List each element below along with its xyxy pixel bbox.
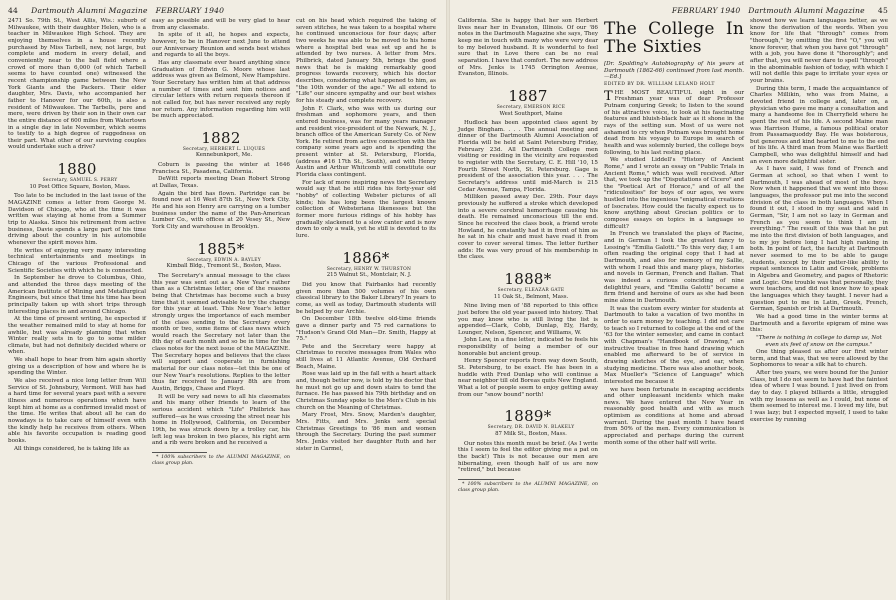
paragraph: All things considered, he is taking life as [14, 445, 130, 452]
paragraph: He writes of enjoying very many interesting technical entertainments and meetings in Chicago of the various Professional and Scientific Societies with which he is connected. [8, 247, 146, 274]
paragraph: Did you know that Fairbanks had recently given more than 500 volumes of his own classical library to the Baker Library? In years to come, as well as today, Dartmouth students will be helped by our Archie. [296, 281, 436, 315]
right-page [448, 0, 896, 600]
paragraph: Rose was laid up in the fall with a heart attack and, though better now, is told by his doctor that he must not go up and down stairs to tend the furnace. He has passed his 79th birthday and on Christmas Sunday spoke to the Men's Club in his church on the Meaning of Christmas. [296, 371, 436, 411]
paragraph: It was the custom every winter for students at Dartmouth to take a vacation of two months in order to earn money by teaching. I did not care to teach so I returned to college at the end of the '63 for the winter semester, and came in contact with Chapman's "Handbook of Drawing," an instructive treatise in free hand drawing which enabled me afterward to be of service in drawing sketches of the eye, and ear, when studying medicine. There was also another book, Max Mueller's "Science of Language" which interested me because it [604, 305, 744, 385]
secretary-address: West Southport, Maine [499, 110, 563, 117]
drop-cap: T [604, 88, 613, 104]
class-year-heading: 1882 [201, 128, 241, 147]
paragraph: On December 18th twelve old-time friends gave a dinner party and 75 red carnations to "Hudson's Grand Old Man—Dr. Smith, Happy at 75." [296, 316, 436, 343]
paragraph: 2471 So. 79th St., West Allis, Wis.: suburb of Milwaukee, with their daughter Helen, who is a teacher in Milwaukee High School. They are enjoying themselves in a house recently purchased by Miss Tarbell, new, not large, but complete and modern in every detail, and conveniently near to the ball field where a crowd of more than 6,000 (of which Tarbell seems to have counted one) witnessed the recent championship game between the New York Giants and the Packers. Their elder daughter, Mrs. Davis, who accompanied her father to Hanover for our 60th, is also a resident of Milwaukee. The Tarbells, pere and mere, were driven by their son in their own car the entire distance of 600 miles from Watertown in a single day in late November, which seems to testify to a high degree of ruggedness on their part. What other of our surviving couples would undertake such a drive? [8, 18, 146, 151]
class-secretary: Secretary, DR. DAVID N. BLAKELY [487, 425, 575, 431]
paragraph: we have been fortunate in escaping accidents and other unpleasant incidents which make news. We have entered the New Year in reasonably good health and with as much optimism as conditions at home and abroad warrant. During the past month I have heard from 50% of the men. Every communication is appreciated and perhaps during the current month some of the other half will write. [604, 386, 744, 446]
class-secretary: Secretary, EDWIN A. BAYLEY [186, 257, 262, 263]
paragraph: DeWitt reports meeting Dean Robert Strong at Dallas, Texas. [152, 176, 290, 190]
paragraph: showed how we learn languages better, as we know the derivation of the words. When you know for life that "through" comes from "thorough," by omitting the first "O," you will know forever, that when you have got "through" with a job, you have done it "thoroughly"; and after that, you will never dare to spell "through" in the abominable fashion of today, with which I will not defile this page to irritate your eyes or your brains. [750, 18, 888, 84]
class-year-heading: 1888* [504, 269, 552, 288]
paragraph: As I have said, I was fond of French and German at school, so that when I went to Dartmouth, I was ahead of most of the boys. Now when it happened that we went into those languages, the professor put me into the second division of the class in both languages. When I found it out, I stood in my seat and said in German, "Sir, I am not so lazy in German and French as you seem to think I am in everything." The result of this was that he put me into the first division of both languages, and to my joy before long I had high ranking in both. In point of fact, the faculty at Dartmouth never seemed to me to be able to gauge students, except by their patter-like ability to repeat sentences in Latin and Greek, problems in Algebra and Geometry, and pages of Rhetoric and Logic. One trouble was that personally, they were teachers, and did not know how to speak the languages which they taught. I never had a question put to me in Latin, Greek, French, German, Spanish or Irish at Dartmouth. [750, 166, 888, 313]
paragraph: cut on his head which required the taking of seven stitches, he was taken to a hospital where he continued unconscious for four days; after two weeks he was able to be moved to his home where a hospital bed was set up and he is attended by two nurses. A letter from Mrs. Philbrick, dated January 5th, brings the good news that he is making remarkably good progress towards recovery, which his doctor describes, considering what happened to him, as "the 10th wonder of the age." We all extend to "Life" our sincere sympathy and our best wishes for his steady and complete recovery. [296, 18, 436, 104]
paragraph: During this term, I made the acquaintance of Charles Millikin, who was from Maine, a devoted friend in college and, later on, a physician who gave me many a consultation and many a handsome fee in Cherryfield where he spent the rest of his life. A second Maine man was Harrison Hume, a famous political orator from Passamaquoddy Bay. He was boisterous, but generous and kind hearted to me to the end of his life. A third man from Maine was Bartlett Campbell, who was delightful himself and had an even more delightful sister. [750, 85, 888, 165]
paragraph: One thing pleased us after our first winter term, and that was, that we were allowed by the Sophomores to wear a silk hat to church. [750, 349, 888, 369]
paragraph [604, 90, 744, 157]
article-intro: [Dr. Spalding's Autobiography of his years at Dartmouth (1862-66) continued from last month.—Ed.] [604, 61, 744, 81]
paragraph: In September he drove to Columbus, Ohio, and attended the three days meeting of the American Institute of Mining and Metallurgical Engineers, but since that time his time has been principally taken up with short trips through interesting places in and around Chicago. [8, 275, 146, 315]
page-number: 45 [877, 6, 888, 15]
paragraph: We studied Liddell's "History of Ancient Rome," and I wrote an essay on "Public Trials in Ancient Rome," which was well received. After that, we took up the "Disputations of Cicero" and the "Poetical Art of Horace," and of all the "ridiculosities" for boys of our ages, we were hustled into the ingenious "enigmatical creations of Isocrates. How could the faculty expect us to know anything about Grecian politics or to compose essays on topics in a language so difficult? [604, 157, 744, 230]
right-column-3 [750, 18, 888, 424]
paragraph-text: HE MOST BEAUTIFUL sight in our Freshman year was of dear Professor Putnam conjuring Greek; to listen to the sound of his attractive voice, to look at his fascinating features and bluish-black hair as it shone in the rays of the setting sun. Most of us were not ashamed to cry when Putnam was brought home dead from his voyage to Europe in search of health and was solemnly buried, the college boys following, to his last resting place. [604, 89, 744, 156]
class-secretary: Secretary, EMERSON RICE [496, 104, 566, 110]
class-year-heading: 1887 [508, 86, 548, 105]
magazine-name: Dartmouth Alumni Magazine [31, 6, 148, 15]
magazine-name: Dartmouth Alumni Magazine [748, 6, 865, 15]
secretary-address: Kennebunkport, Me. [195, 152, 253, 159]
paragraph: In spite of it all, he hopes and expects, however, to be in Hanover next June to attend our Anniversary Reunion and sends best wishes and regards to all the boys. [152, 32, 290, 59]
paragraph: After two years, we were bound for the Junior Class, but I do not seem to have had the faintest idea of where I was bound. I just lived on from day to day. I played billiards a little, struggled with my lessons as well as I could, but none of them seemed to interest me. I loved my life, but I was lazy; but I expected myself, I used to take exercise by running [750, 370, 888, 423]
paragraph: John Lew, in a fine letter, indicated he feels his responsibility of being a member of our honorable but ancient group. [458, 337, 598, 357]
class-secretary: Secretary, HENRY W. THURSTON [326, 266, 412, 272]
right-running-header [672, 6, 888, 15]
paragraph: Again the bird has flown. Partridge can be found now at 16 West 87th St., New York City. He and his son Henry are carrying on a lumber business under the name of the Pan-American Lumber Co., with offices at 20 Vesey St., New York City and warehouse in Brooklyn. [152, 190, 290, 230]
footnote-divider [152, 452, 207, 453]
secretary-address: 11 Oak St., Belmont, Mass. [493, 293, 569, 300]
class-secretary: Secretary, SAMUEL S. PERRY [42, 178, 118, 184]
footnote: * 100% subscribers to the ALUMNI MAGAZINE, on class group plan. [458, 481, 598, 493]
issue-date: FEBRUARY 1940 [671, 6, 741, 15]
issue-date: FEBRUARY 1940 [155, 6, 225, 15]
paragraph: The Secretary's annual message to the class this year was sent out as a New Year's rather than as a Christmas letter, one of the reasons being that Christmas has become such a busy time that it seemed advisable to try the change for this year at least. This New Year's letter strongly urges the importance of each member of the class sending to the Secretary every month or two, some items of class news which would reach the Secretary not later than the 8th day of each month and so be in time for the class notes for the next issue of the MAGAZINE. The Secretary hopes and believes that the class will support and cooperate in furnishing material for our class notes—let this be one of our New Year's resolutions. Replies to the letter thus far received to January 8th are from Austin, Briggs, Chase and Floyd. [152, 272, 290, 393]
paragraph: Has any classmate ever heard anything since Graduation of Edwin G. Moore whose last address was given as Belmont, New Hampshire. Your Secretary has written him at that address a number of times and sent him notices and circular letters with return requests thereon if not called for, but has never received any reply nor return. Any information regarding him will be much appreciated. [152, 59, 290, 120]
paragraph: In French we translated the plays of Racine, and in German I took the greatest fancy to Lessing's "Emilia Galotti." To this very day, I am often reading the original copy that I had at Dartmouth, and also for memory of my Sallie, with whom I read this and many plays, histories and novels in German, French and Italian. That was indeed a curious coinciding of nine delightful years, and "Emilia Galotti" became a firm friend and heroine of ours as she had been mine alone in Dartmouth. [604, 231, 744, 304]
class-year-heading: 1885* [197, 239, 245, 258]
class-secretary: Secretary, HERBERT L. LUQUES [182, 146, 266, 152]
left-column-3 [296, 18, 436, 453]
paragraph: We also received a nice long letter from Will Service of St. Johnsbury, Vermont. Will has had a hard time for several years past with a severe illness and numerous operations which have kept him at home as a confirmed invalid most of the time. He writes that about all he can do nowadays is to take care of himself even with the kindly help he receives from others. When able his favorite occupation is reading good books. [8, 378, 146, 444]
article-title: The College In The Sixties [604, 19, 744, 57]
paragraph: Coburn is passing the winter at 1646 Francisca St., Pasadena, California. [152, 162, 290, 175]
class-year-heading: 1889* [504, 407, 552, 426]
right-column-1 [458, 18, 598, 495]
footnote: * 100% subscribers to the ALUMNI MAGAZINE, on class group plan. [152, 454, 290, 466]
class-secretary: Secretary, ELEAZAR GATE [497, 287, 565, 293]
paragraph: California. She is happy that her son Herbert lives near her in Evanston, Illinois. Of our '86 notes in the Dartmouth Magazine she says, They keep me in touch with many who were very dear to my beloved husband. It is wonderful to feel sure that in Love there can be no real separation. I have that comfort. The new address of Mrs. Jenks is 1745 Orrington Avenue, Evanston, Illinois. [458, 18, 598, 78]
paragraph: It will be very sad news to all his classmates and his many other friends to learn of the serious accident which "Life" Philbrick has suffered—as he was crossing the street near his home in Hollywood, California, on December 19th, he was struck down by a trolley car, his left leg was broken in two places, his right arm and a rib were broken and he received a [152, 393, 290, 447]
quoted-epigram: "There is nothing in college to damp us, Not even six feet of snow on the campus." [756, 334, 882, 348]
left-column-2 [152, 18, 290, 468]
secretary-address: 10 Post Office Square, Boston, Mass. [29, 183, 131, 190]
page-number: 44 [8, 6, 19, 15]
paragraph: For lack of more inspiring news the Secretary would say that he still rides his forty-year old "hobby" of collecting Webster pictures of all kinds; his has long been the largest known collection of Websteriana likenesses but the former more furious ridings of his hobby has gradually slackened to a slow canter and is now down to only a walk, yet he still is devoted to its lure. [296, 179, 436, 239]
paragraph: Too late to be included in the last issue of the MAGAZINE comes a letter from George M. Davidson of Chicago, who at the time it was written was staying at home from a Summer trip to Alaska. Since his retirement from active business, Davie spends a large part of his time driving about the country in his automobile whenever the spirit moves him. [8, 193, 146, 246]
paragraph: Our notes this month must be brief. (As I write this I seem to feel the editor giving me a pat on the back!) This is not because our men are hibernating, even though half of us are now "retired," but because [458, 440, 598, 474]
left-running-header [8, 6, 224, 15]
paragraph: We had a good time in the winter terms at Dartmouth and a favorite epigram of mine was this: [750, 313, 888, 334]
paragraph: Hudlock has been appointed class agent by Judge Bingham. . . . The annual meeting and dinner of the Dartmouth Alumni Association of Florida will be held at Saint Petersburg Friday, February 23d. All Dartmouth College men visiting or residing in the vicinity are requested to register with the Secretary, C. E. Hill '10, 15 Fourth Street North, St. Petersburg. Gage is president of the association this year. . . . The Secretary's address until mid-March is 215 Cedar Avenue, Tampa, Florida. [458, 120, 598, 193]
paragraph: We shall hope to hear from him again shortly giving us a description of how and where he is spending the Winter. [8, 357, 146, 377]
paragraph: At the time of present writing, he expected if the weather remained mild to stay at home for awhile, but was already planning that when Winter really sets in to go to some milder climate, but had not definitely decided where or when. [8, 316, 146, 356]
left-column-1 [8, 18, 146, 453]
paragraph: Pete and the Secretary were happy at Christmas to receive messages from Wales who still lives at 11 Atlantic Avenue, Old Orchard Beach, Maine. [296, 343, 436, 370]
class-year-heading: 1880 [57, 160, 97, 179]
paragraph: Henry Spencer reports from way down South, St. Petersburg, to be exact. He has been in a huddle with Fred Dunlap who will continue a near neighbor till old Boreas quits New England. What a lot of people seem to enjoy getting away from our "snow bound" north! [458, 358, 598, 398]
secretary-address: 215 Walnut St., Montclair, N. J. [326, 272, 412, 279]
secretary-address: 87 Milk St., Boston, Mass. [495, 430, 567, 437]
right-column-2 [604, 18, 744, 447]
paragraph: Mary Frost, Mrs. Snow, Marden's daughter, Mrs. Fitts, and Mrs. Jenks sent special Christmas Greetings to '86 men and women through the Secretary. During the past summer Mrs. Jenks visited her daughter Ruth and her sister in Carmel, [296, 412, 436, 452]
paragraph: easy as possible and will be very glad to hear from any classmate. [152, 18, 290, 31]
class-year-heading: 1886* [342, 248, 390, 267]
paragraph: John F. Clark, who was with us during our freshman and sophomore years, and then entered business, was for many years manager and resident vice-president of the Newark, N. J., branch office of the American Surety Co. of New York. He retired from active connection with the company some years ago and is spending the present winter at St. Petersburg, Florida, (address #16 17th St., South), and with Henry Austin and Arthur Whitcomb will constitute our Florida class contingent. [296, 105, 436, 179]
footnote-divider [458, 479, 514, 480]
paragraph: Milliken passed away Dec. 29th. Four days previously he suffered a stroke which developed into a severe cerebral hemorrhage causing his death. He remained unconscious till the end. Since he received the class book, a friend wrote Howland, he constantly had it in front of him as he sat in his chair and must have read it from cover to cover several times. The letter further adds: He was very proud of his membership in the class. [458, 194, 598, 261]
article-editor: EDITED BY DR. WILLIAM LELAND HOLT [604, 81, 715, 87]
secretary-address: Kimball Bldg., Tremont St., Boston, Mass. [166, 263, 282, 270]
paragraph: Nine living men of '88 reported to this office just before the old year passed into history. That you may know who is still living the list is appended—Clark, Cobb, Dunlap, Ely, Hardy, Lounger, Nelson, Spencer, and Williams, W. [458, 303, 598, 336]
